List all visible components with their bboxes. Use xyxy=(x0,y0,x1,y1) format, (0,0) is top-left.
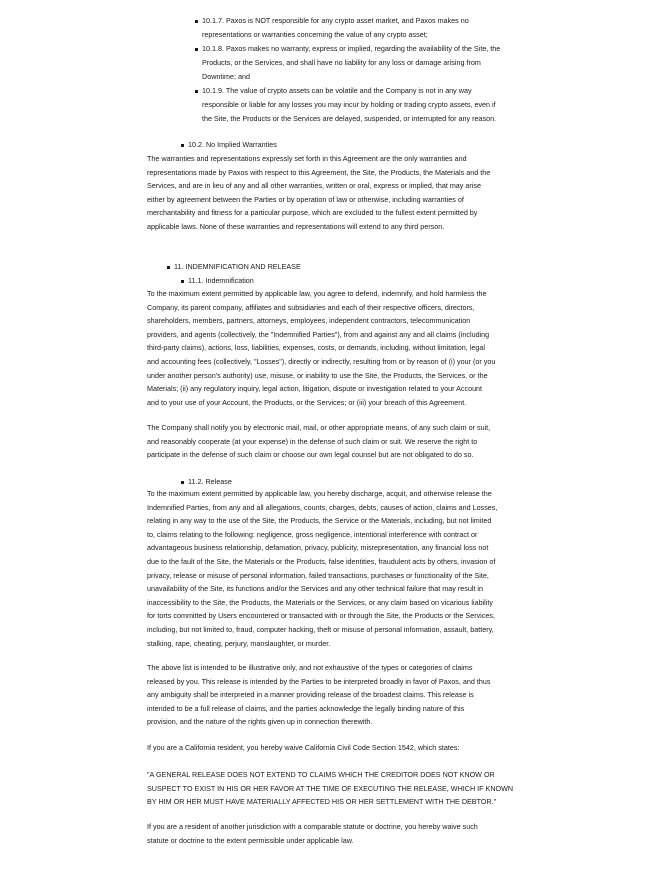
paragraph-line: either by agreement between the Parties or by operation of law or otherwise, including warranties of xyxy=(147,194,464,204)
paragraph-line: Materials; (ii) any regulatory inquiry, legal action, litigation, dispute or investigation related to your Account xyxy=(147,384,483,394)
paragraph-line: To the maximum extent permitted by applicable law, you hereby discharge, acquit, and otherwise release the xyxy=(147,489,492,498)
paragraph-line: provision, and the nature of the rights given up in connection therewith. xyxy=(147,717,373,727)
paragraph-line: participate in the defense of such claim or choose our own legal counsel but are not obligated to do so. xyxy=(147,450,474,460)
paragraph-line: statute or doctrine to the extent permissible under applicable law. xyxy=(147,835,354,845)
paragraph-line: including, but not limited to, fraud, computer hacking, theft or misuse of personal information, assault, battery, xyxy=(147,624,494,634)
item-10-1-8-line-3: Downtime; and xyxy=(202,72,250,81)
paragraph-line: The Company shall notify you by electronic mail, mail, or other appropriate means, of any such claim or suit, xyxy=(147,423,491,432)
paragraph-line: The above list is intended to be illustrative only, and not exhaustive of the types or categories of claims xyxy=(147,663,473,672)
paragraph-line: and accounting fees (collectively, "Losses"), directly or indirectly, resulting from or by reason of (i) your (or you xyxy=(147,356,496,366)
paragraph-line: privacy, release or misuse of personal information, failed transactions, purchases or functionality of the Site, xyxy=(147,570,489,580)
paragraph-line: Services, and are in lieu of any and all other warranties, written or oral, express or implied, that may arise xyxy=(147,181,481,191)
list-bullet xyxy=(181,481,184,484)
paragraph-line: Company, its parent company, affiliates and subsidiaries and each of their respective officers, directors, xyxy=(147,302,475,312)
item-10-1-8-line-2: Products, or the Services, and shall have no liability for any loss or damage arising from xyxy=(202,58,481,67)
item-10-1-7-line-2: representations or warranties concerning the value of any crypto asset; xyxy=(202,30,428,39)
list-bullet xyxy=(195,20,198,23)
list-bullet xyxy=(167,266,170,269)
paragraph-line: providers, and agents (collectively, the "Indemnified Parties"), from and against any and all claims (including xyxy=(147,329,490,339)
civil-code-quote xyxy=(147,768,537,809)
paragraph-line: intended to be a full release of claims, and the parties acknowledge the legally binding nature of this xyxy=(147,703,465,713)
list-bullet xyxy=(181,144,184,147)
indemnification-heading: 11.1. Indemnification xyxy=(188,276,254,285)
paragraph-line: SUSPECT TO EXIST IN HIS OR HER FAVOR AT THE TIME OF EXECUTING THE RELEASE, WHICH IF KNOWN xyxy=(147,783,514,793)
paragraph-line: To the maximum extent permitted by applicable law, you agree to defend, indemnify, and hold harmless the xyxy=(147,289,487,298)
paragraph-line: inaccessibility to the Site, the Products, the Materials or the Services, or any claim based on vicarious liability xyxy=(147,597,493,607)
paragraph-line: due to the fault of the Site, the Materials or the Products, false identities, fraudulent acts by others, invasion of xyxy=(147,556,496,566)
list-bullet xyxy=(181,280,184,283)
release-paragraph xyxy=(147,487,537,650)
section-11-heading: 11. INDEMNIFICATION AND RELEASE xyxy=(174,262,301,271)
indemnification-paragraph xyxy=(147,287,537,409)
paragraph-line: The warranties and representations expressly set forth in this Agreement are the only warranties and xyxy=(147,154,467,163)
paragraph-line: merchantability and fitness for a particular purpose, which are excluded to the fullest extent permitted by xyxy=(147,208,478,218)
paragraph-line: third-party claims), actions, loss, liabilities, expenses, costs, or demands, including, without limitation, legal xyxy=(147,343,485,353)
release-heading: 11.2. Release xyxy=(188,477,232,486)
paragraph-line: released by you. This release is intended by the Parties to be interpreted broadly in favor of Paxos, and thus xyxy=(147,676,491,686)
paragraph-line: to, claims relating to the following: negligence, gross negligence, intentional interference with contract or xyxy=(147,529,478,539)
paragraph-line: shareholders, members, partners, attorneys, employees, independent contractors, telecommunication xyxy=(147,316,471,326)
paragraph-line: applicable laws. None of these warranties and representations will extend to any third person. xyxy=(147,221,445,231)
paragraph-line: under another person's authority) use, misuse, or inability to use the Site, the Products, the Services, or the xyxy=(147,370,488,380)
no-implied-warranties-heading: 10.2. No Implied Warranties xyxy=(188,140,277,149)
list-bullet xyxy=(195,90,198,93)
paragraph-line: If you are a California resident, you hereby waive California Civil Code Section 1542, which states: xyxy=(147,743,460,752)
paragraph-line: and to your use of your Account, the Products, or the Services; or (iii) your breach of this Agreement. xyxy=(147,397,467,407)
item-10-1-9-line-3: the Site, the Products or the Services are delayed, suspended, or interrupted for any reason. xyxy=(202,114,497,123)
item-10-1-8-line-1: 10.1.8. Paxos makes no warranty, express or implied, regarding the availability of the Site, the xyxy=(202,44,501,53)
paragraph-line: any ambiguity shall be interpreted in a manner providing release of the broadest claims. This release is xyxy=(147,690,474,700)
paragraph-line: relating in any way to the use of the Site, the Products, the Service or the Materials, including, but not limited xyxy=(147,516,492,526)
item-10-1-7-line-1: 10.1.7. Paxos is NOT responsible for any crypto asset market, and Paxos makes no xyxy=(202,16,469,25)
item-10-1-9-line-2: responsible or liable for any losses you may incur by holding or trading crypto assets, even if xyxy=(202,100,496,109)
paragraph-line: unavailability of the Site, its functions and/or the Services and any other technical failure that may result in xyxy=(147,584,483,594)
paragraph-line: stalking, rape, cheating, perjury, manslaughter, or murder. xyxy=(147,638,331,648)
other-jurisdiction-paragraph xyxy=(147,820,537,847)
paragraph-line: BY HIM OR HER MUST HAVE MATERIALLY AFFECTED HIS OR HER SETTLEMENT WITH THE DEBTOR." xyxy=(147,797,497,807)
paragraph-line: advantageous business relationship, defamation, privacy, publicity, misrepresentation, any financial loss not xyxy=(147,543,489,553)
paragraph-line: "A GENERAL RELEASE DOES NOT EXTEND TO CLAIMS WHICH THE CREDITOR DOES NOT KNOW OR xyxy=(147,770,495,779)
no-implied-warranties-paragraph xyxy=(147,152,537,234)
notify-paragraph xyxy=(147,421,537,462)
paragraph-line: Indemnified Parties, from any and all allegations, counts, charges, debts, causes of action, claims and Losses, xyxy=(147,502,498,512)
paragraph-line: If you are a resident of another jurisdiction with a comparable statute or doctrine, you hereby waive such xyxy=(147,822,478,831)
california-paragraph xyxy=(147,741,537,755)
illustrative-paragraph xyxy=(147,661,537,729)
item-10-1-9-line-1: 10.1.9. The value of crypto assets can be volatile and the Company is not in any way xyxy=(202,86,472,95)
paragraph-line: for torts committed by Users encountered or transacted with or through the Site, the Products or the Services, xyxy=(147,611,495,621)
paragraph-line: and reasonably cooperate (at your expense) in the defense of such claim or suit. We reserve the right to xyxy=(147,436,478,446)
list-bullet xyxy=(195,48,198,51)
paragraph-line: representations made by Paxos with respect to this Agreement, the Site, the Products, the Materials and the xyxy=(147,167,491,177)
